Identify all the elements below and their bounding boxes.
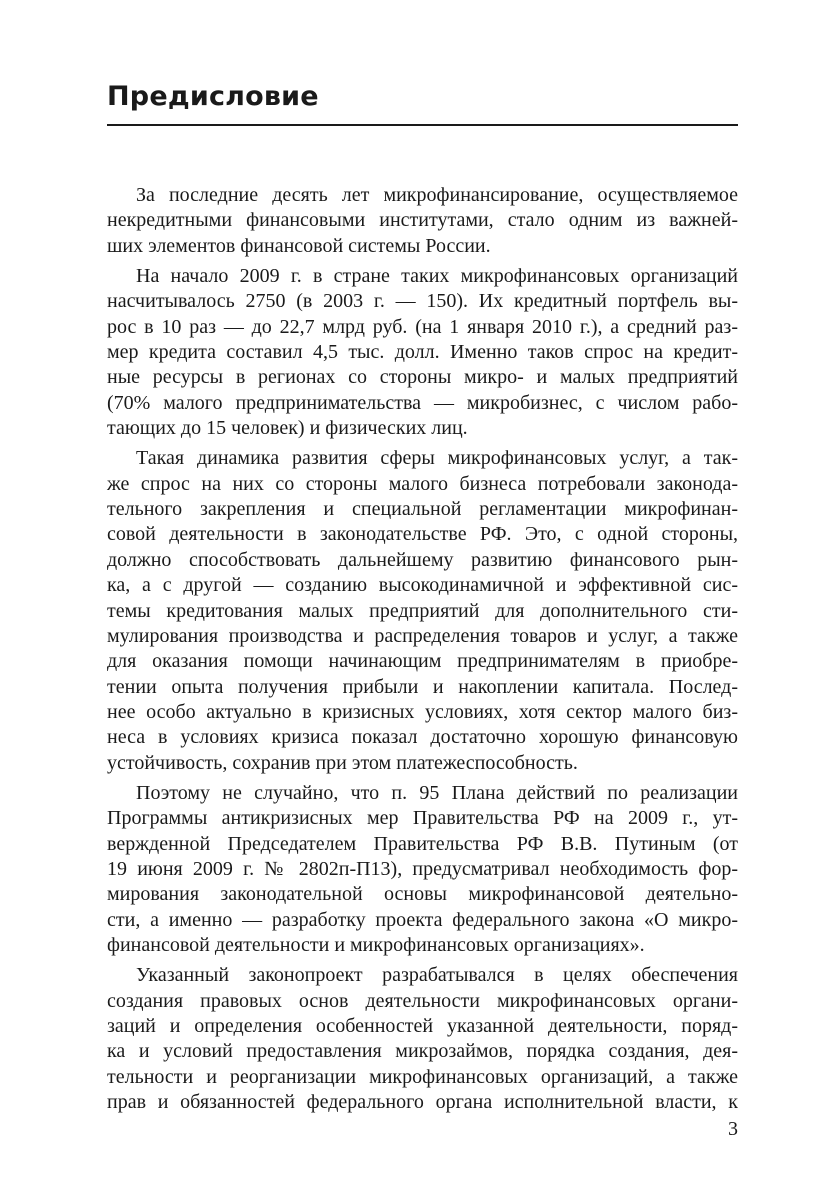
- text-line: вержденной Председателем Правительства РФ В.В. Путиным (от: [107, 832, 738, 855]
- text-line: тельности и реорганизации микрофинансовых организаций, а также: [107, 1065, 738, 1088]
- text-line: некредитными финансовыми институтами, стало одним из важней-: [107, 209, 738, 232]
- paragraph: [107, 264, 738, 441]
- text-line: 19 июня 2009 г. № 2802п-П13), предусматривал необходимость фор-: [107, 857, 738, 880]
- text-line: Такая динамика развития сферы микрофинансовых услуг, а так-: [136, 447, 738, 470]
- text-line: ные ресурсы в регионах со стороны микро- и малых предприятий: [107, 366, 738, 389]
- text-line: тельного закрепления и специальной регламентации микрофинан-: [107, 498, 738, 521]
- text-line: прав и обязанностей федерального органа исполнительной власти, к: [107, 1091, 738, 1114]
- text-line: устойчивость, сохранив при этом платежеспособность.: [107, 751, 578, 774]
- paragraph: [107, 183, 738, 259]
- text-line: ших элементов финансовой системы России.: [107, 234, 491, 257]
- text-line: нее особо актуально в кризисных условиях, хотя сектор малого биз-: [107, 700, 738, 723]
- text-line: же спрос на них со стороны малого бизнеса потребовали законода-: [107, 472, 738, 495]
- text-line: должно способствовать дальнейшему развитию финансового рын-: [107, 548, 738, 571]
- text-line: рос в 10 раз — до 22,7 млрд руб. (на 1 января 2010 г.), а средний раз-: [107, 315, 738, 338]
- text-line: мирования законодательной основы микрофинансовой деятельно-: [107, 883, 738, 906]
- text-line: темы кредитования малых предприятий для дополнительного сти-: [107, 599, 738, 622]
- text-line: (70% малого предпринимательства — микробизнес, с числом рабо-: [107, 391, 738, 414]
- text-line: ка и условий предоставления микрозаймов, порядка создания, дея-: [107, 1040, 738, 1063]
- text-line: мулирования производства и распределения товаров и услуг, а также: [107, 624, 738, 647]
- text-line: Программы антикризисных мер Правительства РФ на 2009 г., ут-: [107, 807, 738, 830]
- text-line: Поэтому не случайно, что п. 95 Плана действий по реализации: [136, 781, 738, 804]
- body-text: [107, 183, 738, 1115]
- text-line: насчитывалось 2750 (в 2003 г. — 150). Их кредитный портфель вы-: [107, 290, 738, 313]
- text-line: За последние десять лет микрофинансирование, осуществляемое: [136, 184, 738, 206]
- paragraph: [107, 781, 738, 958]
- text-line: создания правовых основ деятельности микрофинансовых органи-: [107, 989, 738, 1012]
- page-number: 3: [728, 1118, 738, 1140]
- text-line: мер кредита составил 4,5 тыс. долл. Именно таков спрос на кредит-: [107, 341, 738, 364]
- text-line: заций и определения особенностей указанной деятельности, поряд-: [107, 1015, 738, 1037]
- text-line: ка, а с другой — созданию высокодинамичной и эффективной сис-: [107, 574, 738, 597]
- text-line: совой деятельности в законодательстве РФ. Это, с одной стороны,: [107, 523, 738, 546]
- paragraph: [107, 446, 738, 775]
- page-title: Предисловие: [107, 81, 319, 112]
- text-line: финансовой деятельности и микрофинансовых организациях».: [107, 933, 645, 956]
- paragraph: [107, 963, 738, 1115]
- text-line: тающих до 15 человек) и физических лиц.: [107, 417, 468, 440]
- title-divider: [107, 124, 738, 126]
- text-line: для оказания помощи начинающим предпринимателям в приобре-: [107, 650, 738, 673]
- text-line: неса в условиях кризиса показал достаточно хорошую финансовую: [107, 726, 738, 749]
- text-line: сти, а именно — разработку проекта федерального закона «О микро-: [107, 908, 738, 931]
- text-line: тении опыта получения прибыли и накоплении капитала. Послед-: [107, 675, 738, 698]
- text-line: Указанный законопроект разрабатывался в целях обеспечения: [136, 964, 738, 987]
- text-line: На начало 2009 г. в стране таких микрофинансовых организаций: [136, 265, 738, 288]
